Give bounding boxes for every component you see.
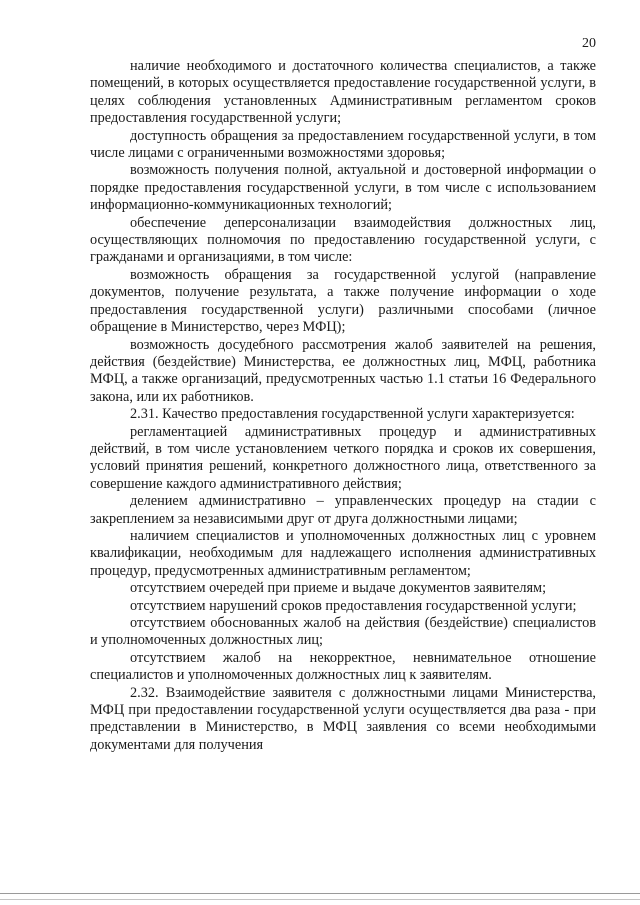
section-paragraph: 2.32. Взаимодействие заявителя с должностными лицами Министерства, МФЦ при предоставлении государственной услуги осуществляется два раза - при представлении в Министерство, в МФЦ заявления со всеми необходимыми документами для получения [90,684,596,753]
scan-edge-line [0,893,640,894]
paragraph: отсутствием очередей при приеме и выдаче документов заявителям; [130,580,547,597]
paragraph: наличие необходимого и достаточного количества специалистов, а также помещений, в которых осуществляется предоставление государственной услуги, в целях соблюдения установленных Административным регламентом сроков предоставления государственной услуги; [90,58,596,127]
paragraph: делением административно – управленческих процедур на стадии с закреплением за независимыми друг от друга должностными лицами; [90,493,596,527]
paragraph: возможность досудебного рассмотрения жалоб заявителей на решения, действия (бездействие) Министерства, ее должностных лиц, МФЦ, работника МФЦ, а также организаций, предусмотренных частью 1.1 статьи 16 Федерального закона, или их работников. [90,336,596,405]
page-number: 20 [582,36,596,51]
paragraph: возможность обращения за государственной услугой (направление документов, получение результата, а также получение информации о ходе предоставления государственной услуги) различными способами (личное обращение в Министерство, через МФЦ); [90,266,596,336]
section-heading-paragraph: 2.31. Качество предоставления государственной услуги характеризуется: [130,406,575,423]
paragraph: наличием специалистов и уполномоченных должностных лиц с уровнем квалификации, необходимым для надлежащего исполнения административных процедур, предусмотренных административным регламентом; [90,527,596,579]
document-body [90,58,596,754]
paragraph: возможность получения полной, актуальной и достоверной информации о порядке предоставления государственной услуги, в том числе с использованием информационно-коммуникационных технологий; [90,162,596,214]
paragraph: доступность обращения за предоставлением государственной услуги, в том числе лицами с ограниченными возможностями здоровья; [90,127,596,162]
paragraph: отсутствием обоснованных жалоб на действия (бездействие) специалистов и уполномоченных должностных лиц; [90,615,596,649]
paragraph: отсутствием нарушений сроков предоставления государственной услуги; [130,597,577,614]
paragraph: регламентацией административных процедур и административных действий, в том числе установлением четкого порядка и сроков их совершения, условий принятия решений, конкретного должностного лица, ответственного за совершение каждого административного действия; [90,423,596,492]
paragraph: отсутствием жалоб на некорректное, невнимательное отношение специалистов и уполномоченных должностных лиц к заявителям. [90,649,596,684]
scan-edge-line [0,899,640,900]
paragraph: обеспечение деперсонализации взаимодействия должностных лиц, осуществляющих полномочия по предоставлению государственной услуги, с гражданами и организациями, в том числе: [90,214,596,266]
